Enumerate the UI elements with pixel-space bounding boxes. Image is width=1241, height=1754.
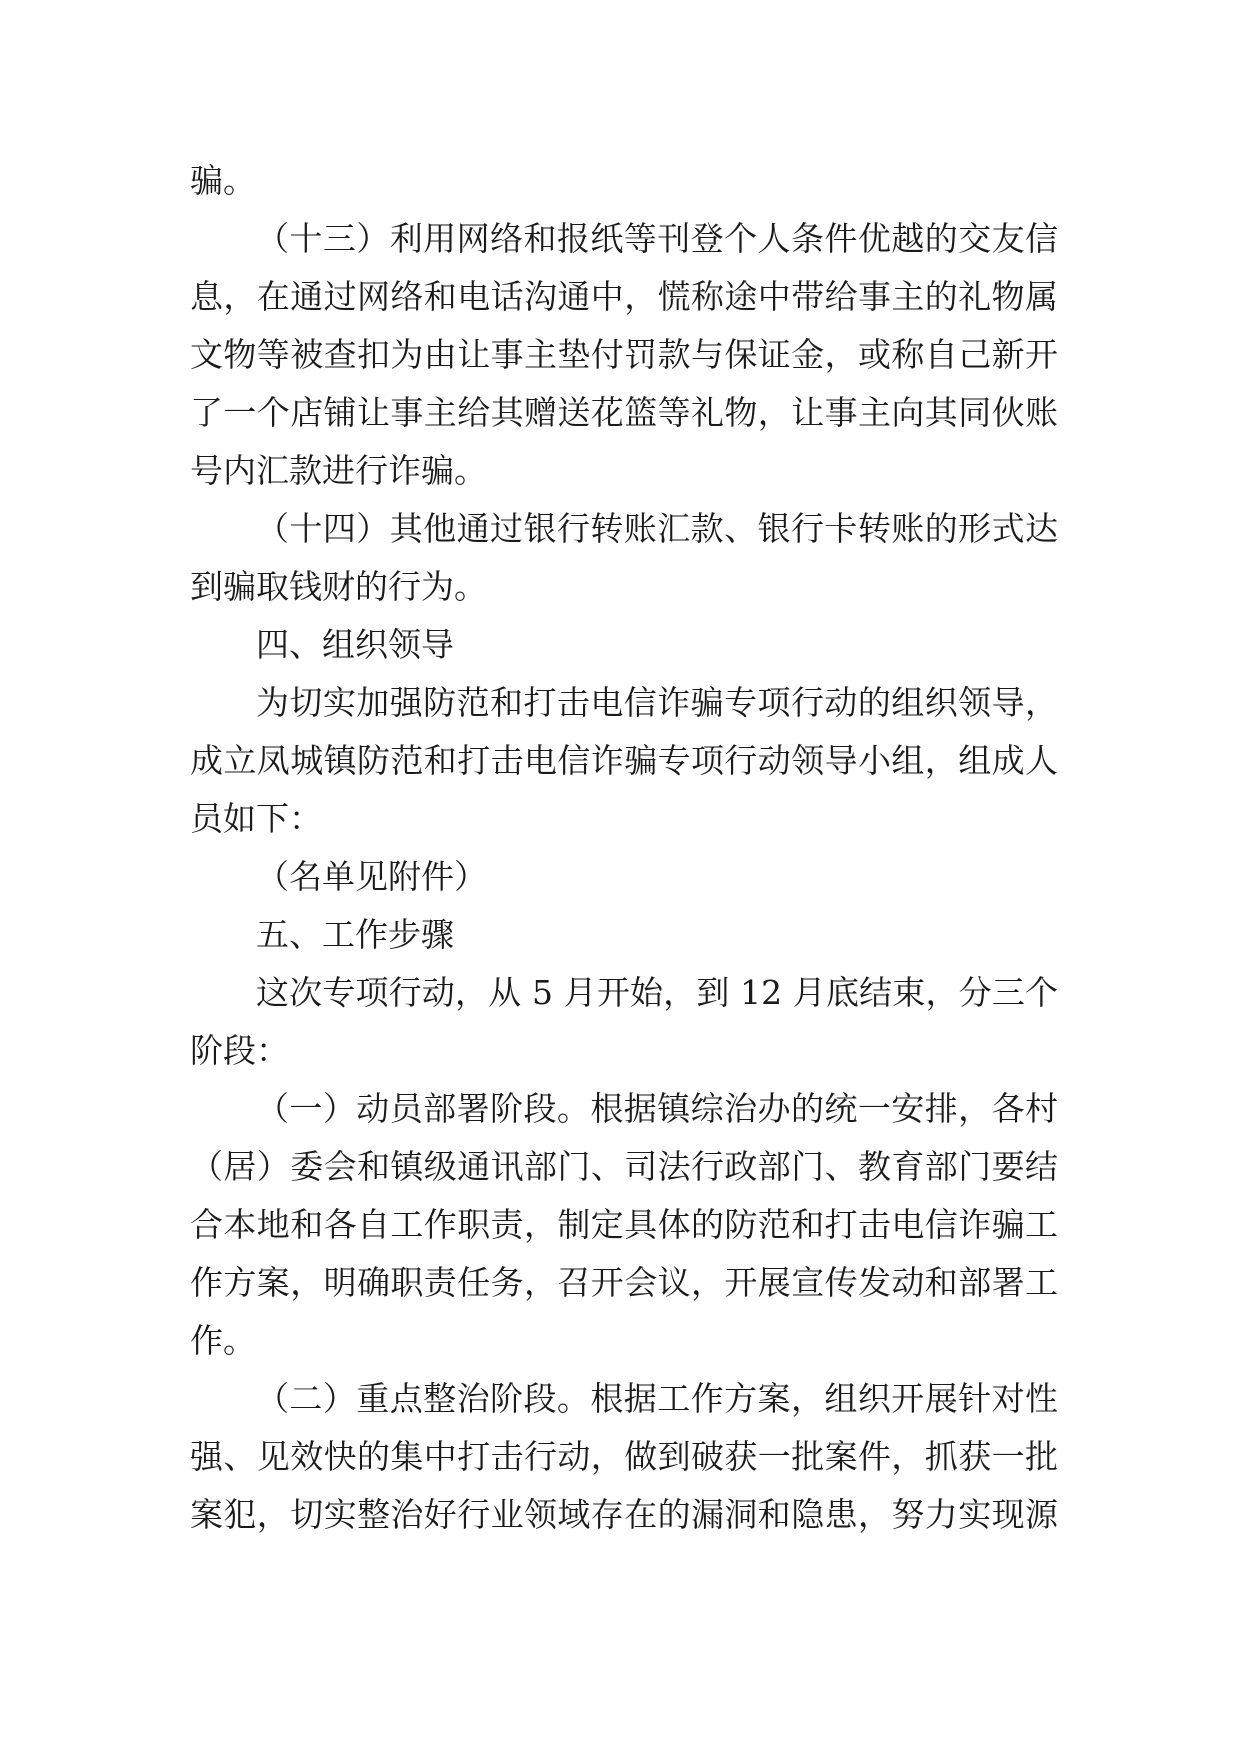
text-line: 号内汇款进行诈骗。 [190, 451, 487, 490]
text-line: （十三）利用网络和报纸等刊登个人条件优越的交友信 [256, 219, 1058, 258]
text-line: （十四）其他通过银行转账汇款、银行卡转账的形式达 [256, 509, 1058, 548]
section-heading: 四、组织领导 [256, 625, 454, 664]
text-line: 合本地和各自工作职责，制定具体的防范和打击电信诈骗工 [190, 1205, 1058, 1244]
text-line: 强、见效快的集中打击行动，做到破获一批案件，抓获一批 [190, 1437, 1058, 1476]
text-line: （一）动员部署阶段。根据镇综治办的统一安排，各村 [256, 1089, 1058, 1128]
text-line: （居）委会和镇级通讯部门、司法行政部门、教育部门要结 [190, 1147, 1058, 1186]
text-line: 作方案，明确职责任务，召开会议，开展宣传发动和部署工 [190, 1263, 1058, 1302]
text-line: （二）重点整治阶段。根据工作方案，组织开展针对性 [256, 1379, 1058, 1418]
text-line: 文物等被查扣为由让事主垫付罚款与保证金，或称自己新开 [190, 335, 1058, 374]
text-line: 成立凤城镇防范和打击电信诈骗专项行动领导小组，组成人 [190, 741, 1058, 780]
text-line: 案犯，切实整治好行业领域存在的漏洞和隐患，努力实现源 [190, 1495, 1058, 1534]
text-line: 骗。 [190, 161, 256, 200]
text-line: 阶段： [190, 1031, 289, 1070]
section-heading: 五、工作步骤 [256, 915, 454, 954]
text-line: 息，在通过网络和电话沟通中，慌称途中带给事主的礼物属 [190, 277, 1058, 316]
text-line: 员如下： [190, 799, 322, 838]
text-line: 作。 [190, 1321, 256, 1360]
text-line: 这次专项行动，从 5 月开始，到 12 月底结束，分三个 [256, 973, 1058, 1012]
text-line: 为切实加强防范和打击电信诈骗专项行动的组织领导， [256, 683, 1058, 722]
document-body [190, 152, 1058, 1544]
text-line: （名单见附件） [256, 857, 487, 896]
text-line: 了一个店铺让事主给其赠送花篮等礼物，让事主向其同伙账 [190, 393, 1058, 432]
text-line: 到骗取钱财的行为。 [190, 567, 487, 606]
